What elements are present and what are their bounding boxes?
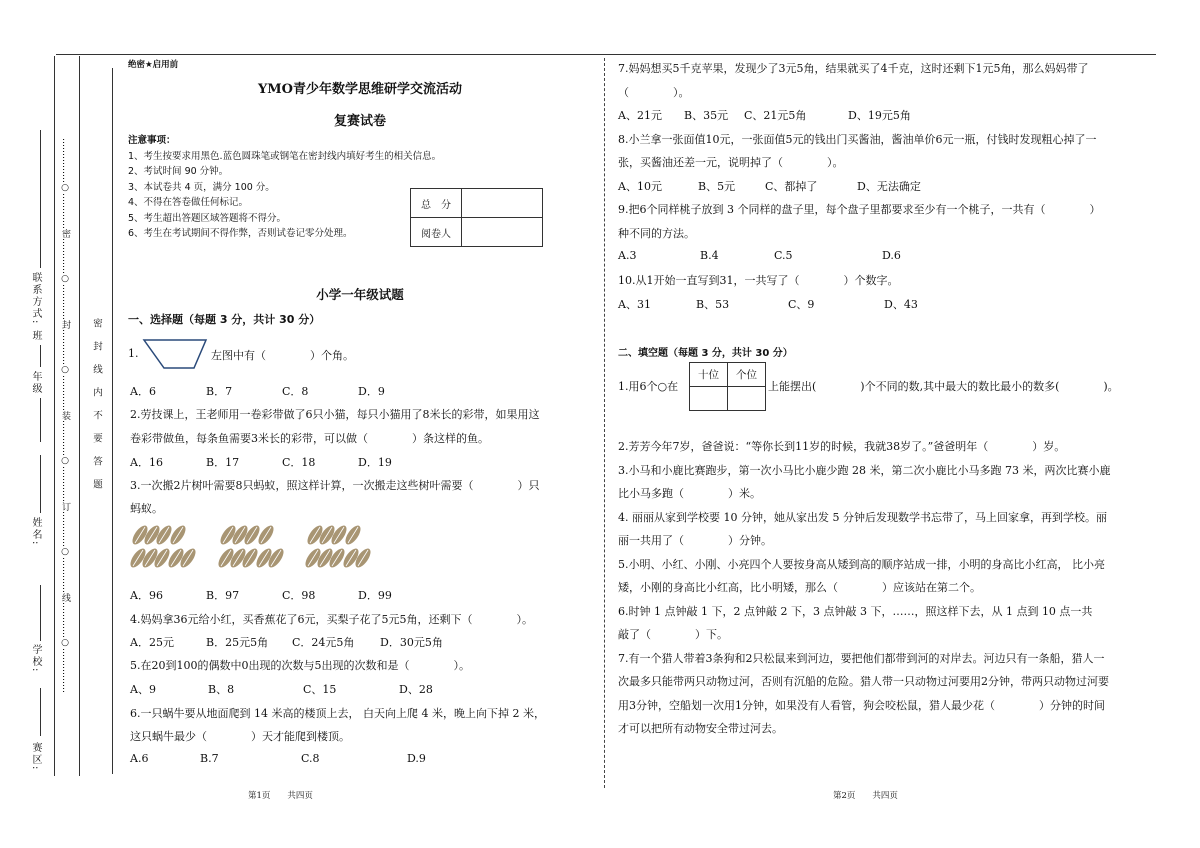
q2-line: 卷彩带做鱼，每条鱼需要3米长的彩带，可以做（ ）条这样的鱼。 — [130, 432, 489, 445]
option: C、15 — [303, 683, 337, 696]
seal-warning: 密 封 线 内 不 要 答 题 — [91, 318, 102, 491]
q9-line: 9.把6个同样桃子放到 3 个同样的盘子里，每个盘子里都要求至少有一个桃子，一共有（ ） — [618, 203, 1101, 216]
field-grade: 年级 — [30, 371, 41, 395]
option: C、21元5角 — [744, 109, 807, 122]
seal-line-left — [54, 56, 55, 776]
fill-q5-line: 5.小明、小红、小刚、小亮四个人要按身高从矮到高的顺序站成一排，小明的身高比小红高， 比小亮 — [618, 558, 1105, 571]
option: C．8 — [282, 385, 309, 398]
q1-trapezoid-figure — [142, 337, 208, 371]
q10-options — [618, 296, 918, 312]
score-grader-cell[interactable] — [462, 218, 543, 247]
option: D、19元5角 — [848, 109, 911, 122]
option: D．9 — [358, 385, 385, 398]
notes-item: 3、本试卷共 4 页，满分 100 分。 — [128, 181, 275, 193]
leaf-cluster — [128, 522, 198, 574]
field-name-underline — [40, 455, 41, 513]
option: A．25元 — [130, 636, 174, 649]
option: A．96 — [130, 589, 163, 602]
tens-cell — [690, 387, 728, 411]
q7-line: （ ）。 — [618, 86, 690, 99]
option: D.9 — [407, 752, 426, 765]
q7-line: 7.妈妈想买5千克苹果，发现少了3元5角，结果就买了4千克，这时还剩下1元5角，那么妈妈带了 — [618, 62, 1089, 75]
option: B．17 — [206, 456, 240, 469]
score-total-cell[interactable] — [462, 189, 543, 218]
option: A.6 — [130, 752, 149, 765]
option: C.8 — [301, 752, 320, 765]
leaf-cluster — [303, 522, 373, 574]
score-table — [410, 188, 543, 247]
q3-line: 蚂蚁。 — [130, 502, 163, 515]
option: C、都掉了 — [765, 180, 818, 193]
field-school: 学校: — [30, 644, 41, 674]
option: B．97 — [206, 589, 240, 602]
fill-q3-line: 3.小马和小鹿比赛跑步，第一次小马比小鹿少跑 28 米，第二次小鹿比小马多跑 73 米，两次比赛小鹿 — [618, 464, 1111, 477]
option: A、10元 — [618, 180, 662, 193]
notes-item: 6、考生在考试期间不得作弊，否则试卷记零分处理。 — [128, 228, 353, 239]
option: C、9 — [788, 298, 815, 311]
score-total-label: 总 分 — [411, 189, 462, 218]
field-region-underline — [40, 688, 41, 736]
q5-options — [130, 681, 433, 697]
option: C.5 — [774, 249, 793, 262]
field-school-underline — [40, 585, 41, 641]
place-value-table — [689, 362, 766, 411]
q8-line: 8.小兰拿一张面值10元，一张面值5元的钱出门买酱油，酱油单价6元一瓶，付钱时发现粗心掉了一 — [618, 133, 1097, 146]
q5-line: 5.在20到100的偶数中0出现的次数与5出现的次数和是（ ）。 — [130, 659, 470, 672]
exam-subtitle: 复赛试卷 — [333, 114, 386, 129]
fill-q7-line: 才可以把所有动物安全带过河去。 — [618, 722, 783, 735]
q1-options — [130, 383, 385, 399]
fill-q1-pre: 1.用6个○在 — [618, 380, 679, 393]
fill-q6-line: 敲了（ ）下。 — [618, 628, 728, 641]
q6-line: 这只蜗牛最少（ ）天才能爬到楼顶。 — [130, 730, 350, 743]
option: B.4 — [700, 249, 719, 262]
option: B.7 — [200, 752, 219, 765]
q8-options — [618, 178, 921, 194]
option: A、31 — [618, 298, 651, 311]
option: C．98 — [282, 589, 316, 602]
confidential-label: 绝密★启用前 — [128, 60, 179, 70]
option: B．7 — [206, 385, 233, 398]
option: D、无法确定 — [857, 180, 921, 193]
option: C．24元5角 — [292, 636, 355, 649]
leaf-cluster — [216, 522, 286, 574]
option: A．6 — [130, 385, 156, 398]
field-region: 赛区: — [30, 742, 41, 772]
fill-q4-line: 4. 丽丽从家到学校要 10 分钟，她从家出发 5 分钟后发现数学书忘带了，马上回家拿，再到学校。丽 — [618, 511, 1107, 524]
fill-q3-line: 比小马多跑（ ）米。 — [618, 487, 761, 500]
notes-item: 2、考试时间 90 分钟。 — [128, 166, 229, 177]
q3-line: 3.一次搬2片树叶需要8只蚂蚁，照这样计算，一次搬走这些树叶需要（ ）只 — [130, 479, 540, 492]
fill-q4-line: 丽一共用了（ ）分钟。 — [618, 534, 772, 547]
page-divider — [604, 58, 605, 788]
notes-item: 4、不得在答卷做任何标记。 — [128, 197, 249, 208]
fill-q2-line: 2.芳芳今年7岁，爸爸说：“等你长到11岁的时候，我就38岁了。”爸爸明年（ ）岁。 — [618, 440, 1066, 453]
option: B、8 — [208, 683, 235, 696]
section-fill-heading: 二、填空题（每题 3 分，共计 30 分） — [618, 348, 793, 359]
fill-q5-line: 矮，小刚的身高比小红高，比小明矮，那么（ ）应该站在第二个。 — [618, 581, 981, 594]
page-footer: 第1页 共四页 — [248, 791, 313, 801]
option: B．25元5角 — [206, 636, 269, 649]
option: A、9 — [130, 683, 156, 696]
notes-item: 1、考生按要求用黑色.蓝色圆珠笔或钢笔在密封线内填好考生的相关信息。 — [128, 150, 442, 162]
q7-options — [618, 107, 911, 123]
field-class-underline — [40, 345, 41, 367]
seal-line: ……………○…………密…………○…………封…………○…………装…………○…………订…………○…………线…………○…………… — [60, 138, 70, 693]
q8-line: 张，买酱油还差一元，说明掉了（ ）。 — [618, 156, 844, 169]
q1-number: 1. — [128, 347, 139, 360]
option: D、43 — [884, 298, 918, 311]
field-contact-underline — [40, 130, 41, 268]
option: A.3 — [618, 249, 637, 262]
fill-q7-line: 7.有一个猎人带着3条狗和2只松鼠来到河边，要把他们都带到河的对岸去。河边只有一条船，猎人一 — [618, 652, 1105, 665]
top-rule — [56, 54, 1156, 55]
option: D．99 — [358, 589, 392, 602]
q9-options — [618, 249, 901, 262]
inner-margin-line — [112, 68, 113, 774]
option: D．19 — [358, 456, 392, 469]
notes-item: 5、考生超出答题区域答题将不得分。 — [128, 212, 287, 224]
option: A．16 — [130, 456, 163, 469]
grade-title: 小学一年级试题 — [316, 287, 404, 302]
q1-text: 左图中有（ ）个角。 — [211, 349, 354, 362]
field-class: 班 — [30, 330, 41, 342]
q4-options — [130, 634, 443, 650]
option: D.6 — [882, 249, 901, 262]
ones-header: 个位 — [728, 363, 766, 387]
fill-q7-line: 用3分钟，空船划一次用1分钟，如果没有人看管，狗会咬松鼠，猎人最少花（ ）分钟的时间 — [618, 699, 1105, 712]
tens-header: 十位 — [690, 363, 728, 387]
exam-title: YMO青少年数学思维研学交流活动 — [258, 82, 462, 97]
notes-heading: 注意事项： — [128, 135, 176, 146]
ones-cell — [728, 387, 766, 411]
q10-line: 10.从1开始一直写到31，一共写了（ ）个数字。 — [618, 274, 899, 287]
option: B、35元 — [684, 109, 729, 122]
option: B、5元 — [698, 180, 736, 193]
notes — [128, 133, 441, 242]
q6-options — [130, 752, 426, 765]
section-choice-heading: 一、选择题（每题 3 分，共计 30 分） — [128, 313, 321, 326]
q6-line: 6.一只蜗牛要从地面爬到 14 米高的楼顶上去， 白天向上爬 4 米，晚上向下掉 2 米， — [130, 707, 545, 720]
option: B、53 — [696, 298, 730, 311]
q4-line: 4.妈妈拿36元给小红，买香蕉花了6元，买梨子花了5元5角，还剩下（ ）。 — [130, 613, 533, 626]
q9-line: 种不同的方法。 — [618, 227, 695, 240]
q3-options — [130, 587, 392, 603]
field-name: 姓名: — [30, 517, 41, 547]
option: D．30元5角 — [380, 636, 443, 649]
fill-q6-line: 6.时钟 1 点钟敲 1 下，2 点钟敲 2 下，3 点钟敲 3 下，……，照这样下去，从 1 点到 10 点一共 — [618, 605, 1093, 618]
q2-options — [130, 454, 392, 470]
field-contact: 联系方式: — [30, 272, 41, 326]
field-grade-underline — [40, 398, 41, 442]
q2-line: 2.劳技课上，王老师用一卷彩带做了6只小猫，每只小猫用了8米长的彩带，如果用这 — [130, 408, 540, 421]
fill-q7-line: 次最多只能带两只动物过河，否则有沉船的危险。猎人带一只动物过河要用2分钟，带两只动物过河要 — [618, 675, 1109, 688]
page-footer: 第2页 共四页 — [833, 791, 898, 801]
fill-q1-post: 上能摆出( )个不同的数,其中最大的数比最小的数多( )。 — [768, 380, 1119, 393]
option: C．18 — [282, 456, 316, 469]
score-grader-label: 阅卷人 — [411, 218, 462, 247]
option: D、28 — [399, 683, 433, 696]
option: A、21元 — [618, 109, 662, 122]
seal-line-right — [79, 56, 80, 776]
